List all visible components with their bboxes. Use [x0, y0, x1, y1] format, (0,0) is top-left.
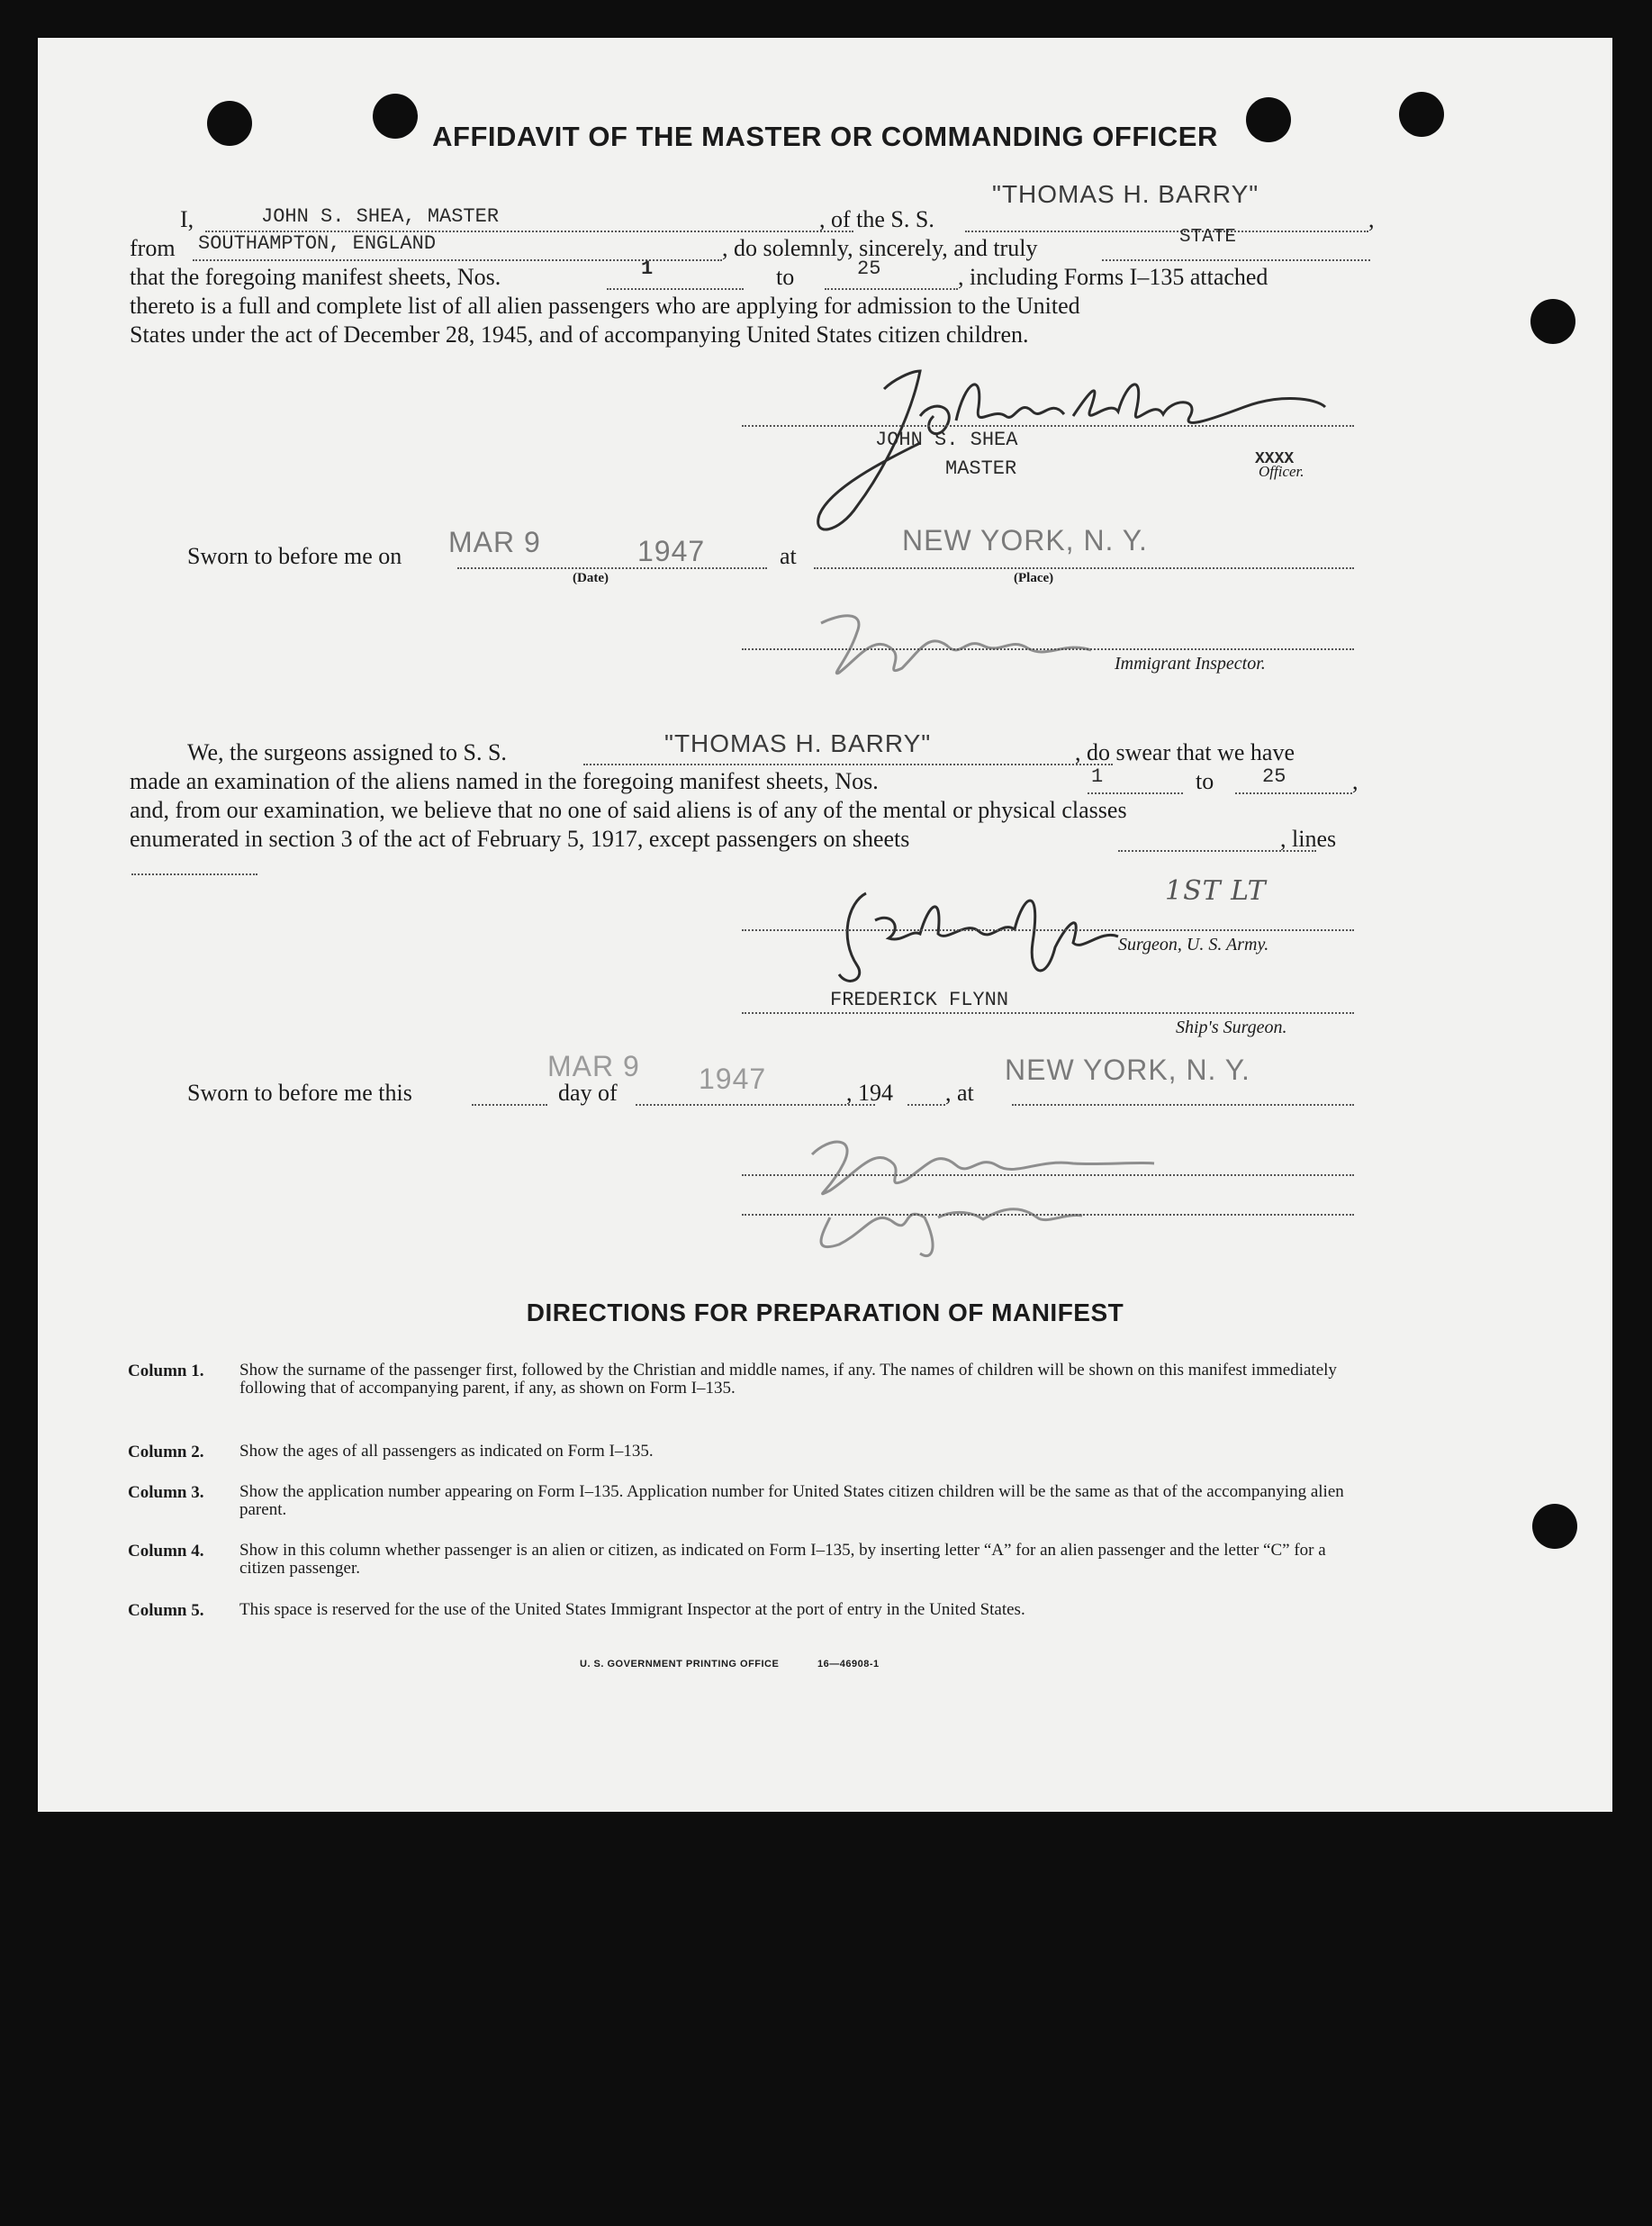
sworn-date-stamp: MAR 9: [448, 526, 541, 558]
surgeon-to-label: to: [1196, 768, 1214, 794]
direction-label: Column 4.: [128, 1542, 204, 1561]
surgeons-line-3: and, from our examination, we believe that no one of said aliens is of any of the mental or physical classes: [130, 797, 1127, 823]
direction-label: Column 1.: [128, 1362, 204, 1380]
surgeon-sheet-to-line: [1235, 792, 1352, 794]
typed-xxxx: XXXX: [1255, 450, 1295, 468]
month-line: [636, 1104, 875, 1106]
forms-attached-text: , including Forms I–135 attached: [958, 264, 1268, 290]
sheet-to-no: 25: [857, 258, 881, 280]
army-surgeon-line: [742, 929, 1354, 931]
from-label: from: [130, 235, 176, 261]
surgeons-line-4: enumerated in section 3 of the act of February 5, 1917, except passengers on sheets: [130, 826, 910, 852]
sworn2-at-label: , at: [945, 1080, 974, 1106]
typed-master-name: JOHN S. SHEA: [875, 429, 1018, 451]
lines-label: , lines: [1280, 826, 1337, 852]
sworn2-place-line: [1012, 1104, 1354, 1106]
inspector2-signature-image: [776, 1118, 1190, 1271]
printer-imprint: U. S. GOVERNMENT PRINTING OFFICE: [580, 1659, 780, 1670]
surgeon-line-comma: ,: [1352, 768, 1359, 794]
inspector-signature-line: [742, 648, 1354, 650]
surgeon-sheet-from: 1: [1091, 765, 1104, 788]
officer-caption: Officer.: [1259, 463, 1304, 480]
affidavit-line-4: thereto is a full and complete list of all alien passengers who are applying for admission to the United: [130, 293, 1080, 319]
date-caption: (Date): [573, 571, 609, 585]
army-surgeon-caption: Surgeon, U. S. Army.: [1118, 935, 1269, 955]
ship-surgeon-line: [742, 1012, 1354, 1014]
sworn-label: Sworn to before me on: [187, 543, 402, 569]
direction-label: Column 5.: [128, 1601, 204, 1620]
direction-label: Column 3.: [128, 1483, 204, 1502]
affidavit-i: I,: [180, 206, 194, 232]
surgeon-sheet-from-line: [1088, 792, 1183, 794]
direction-label: Column 2.: [128, 1443, 204, 1461]
year-prefix: , 194: [846, 1080, 893, 1106]
punch-hole: [1530, 299, 1575, 344]
year-suffix-line: [907, 1104, 945, 1106]
direction-text: Show the application number appearing on Form I–135. Application number for United States citizen children will be the same as that of the accompanying alien parent.: [239, 1482, 1344, 1519]
sworn2-year-stamp: 1947: [699, 1063, 767, 1095]
affidavit-title: AFFIDAVIT OF THE MASTER OR COMMANDING OFFICER: [432, 121, 1218, 152]
state-typed: STATE: [1179, 227, 1237, 248]
sworn-year-stamp: 1947: [637, 535, 706, 567]
directions-title: DIRECTIONS FOR PREPARATION OF MANIFEST: [526, 1298, 1124, 1326]
lines-continuation: [131, 873, 257, 875]
sworn2-date-stamp: MAR 9: [547, 1050, 640, 1082]
master-name-typed: JOHN S. SHEA, MASTER: [261, 205, 500, 228]
surgeon-ship-line: [583, 764, 1113, 765]
manifest-sheets-text: that the foregoing manifest sheets, Nos.: [130, 264, 501, 290]
direction-text: Show the ages of all passengers as indicated on Form I–135.: [239, 1442, 654, 1461]
to-label: to: [776, 264, 795, 290]
of-ss-label: , of the S. S.: [819, 206, 934, 232]
inspector2-line-1: [742, 1174, 1354, 1176]
departure-port-typed: SOUTHAMPTON, ENGLAND: [198, 232, 437, 255]
day-of-label: day of: [558, 1080, 618, 1106]
ship-name-stamp: "THOMAS H. BARRY": [992, 180, 1259, 208]
place-caption: (Place): [1014, 571, 1054, 585]
surgeons-line-1: We, the surgeons assigned to S. S.: [187, 739, 507, 765]
surgeon-rank-note: 1ST LT: [1165, 875, 1267, 907]
sworn2-place-stamp: NEW YORK, N. Y.: [1005, 1054, 1250, 1086]
sworn-place-stamp: NEW YORK, N. Y.: [902, 524, 1148, 556]
army-surgeon-signature-image: [812, 866, 1190, 1001]
sworn-place-line: [814, 567, 1354, 569]
ship-surgeon-name: FREDERICK FLYNN: [830, 989, 1009, 1011]
form-number: 16—46908-1: [817, 1659, 880, 1670]
do-swear-text: , do swear that we have: [1075, 739, 1295, 765]
affidavit-line-5: States under the act of December 28, 1945, and of accompanying United States citizen children.: [130, 321, 1029, 348]
ship-name-line: [965, 231, 1368, 232]
inspector-signature-image: [803, 596, 1145, 686]
inspector-caption: Immigrant Inspector.: [1115, 654, 1266, 674]
sheet-to-line: [825, 288, 958, 290]
sheet-from-line: [607, 288, 744, 290]
ship-surgeon-caption: Ship's Surgeon.: [1176, 1018, 1287, 1037]
surgeon-ship-stamp: "THOMAS H. BARRY": [664, 729, 932, 757]
document-page: [38, 38, 1612, 1812]
direction-text: This space is reserved for the use of the United States Immigrant Inspector at the port of entry in the United States.: [239, 1600, 1025, 1619]
sheet-from-no: 1: [641, 258, 654, 280]
surgeon-sheet-to: 25: [1262, 765, 1286, 788]
master-signature-image: [776, 344, 1352, 551]
inspector2-line-2: [742, 1214, 1354, 1216]
punch-hole: [1532, 1504, 1577, 1549]
surgeons-line-2: made an examination of the aliens named in the foregoing manifest sheets, Nos.: [130, 768, 879, 794]
solemnly-text: , do solemnly, sincerely, and truly: [722, 235, 1038, 261]
direction-text: Show in this column whether passenger is an alien or citizen, as indicated on Form I–135, by inserting letter “A” for an alien passenger and the letter “C” for a citizen passenger.: [239, 1541, 1326, 1578]
typed-master-rank: MASTER: [945, 457, 1017, 480]
master-signature-line: [742, 425, 1354, 427]
at-label: at: [780, 543, 797, 569]
line-comma: ,: [1368, 206, 1375, 232]
direction-text: Show the surname of the passenger first, followed by the Christian and middle names, if any. The names of children will be shown on this manifest immediately following that of accompanying parent, if any, as shown on Form I–135.: [239, 1361, 1337, 1398]
day-line: [472, 1104, 547, 1106]
sworn-this-label: Sworn to before me this: [187, 1080, 412, 1106]
state-line: [1102, 259, 1370, 261]
sworn-date-line: [457, 567, 767, 569]
